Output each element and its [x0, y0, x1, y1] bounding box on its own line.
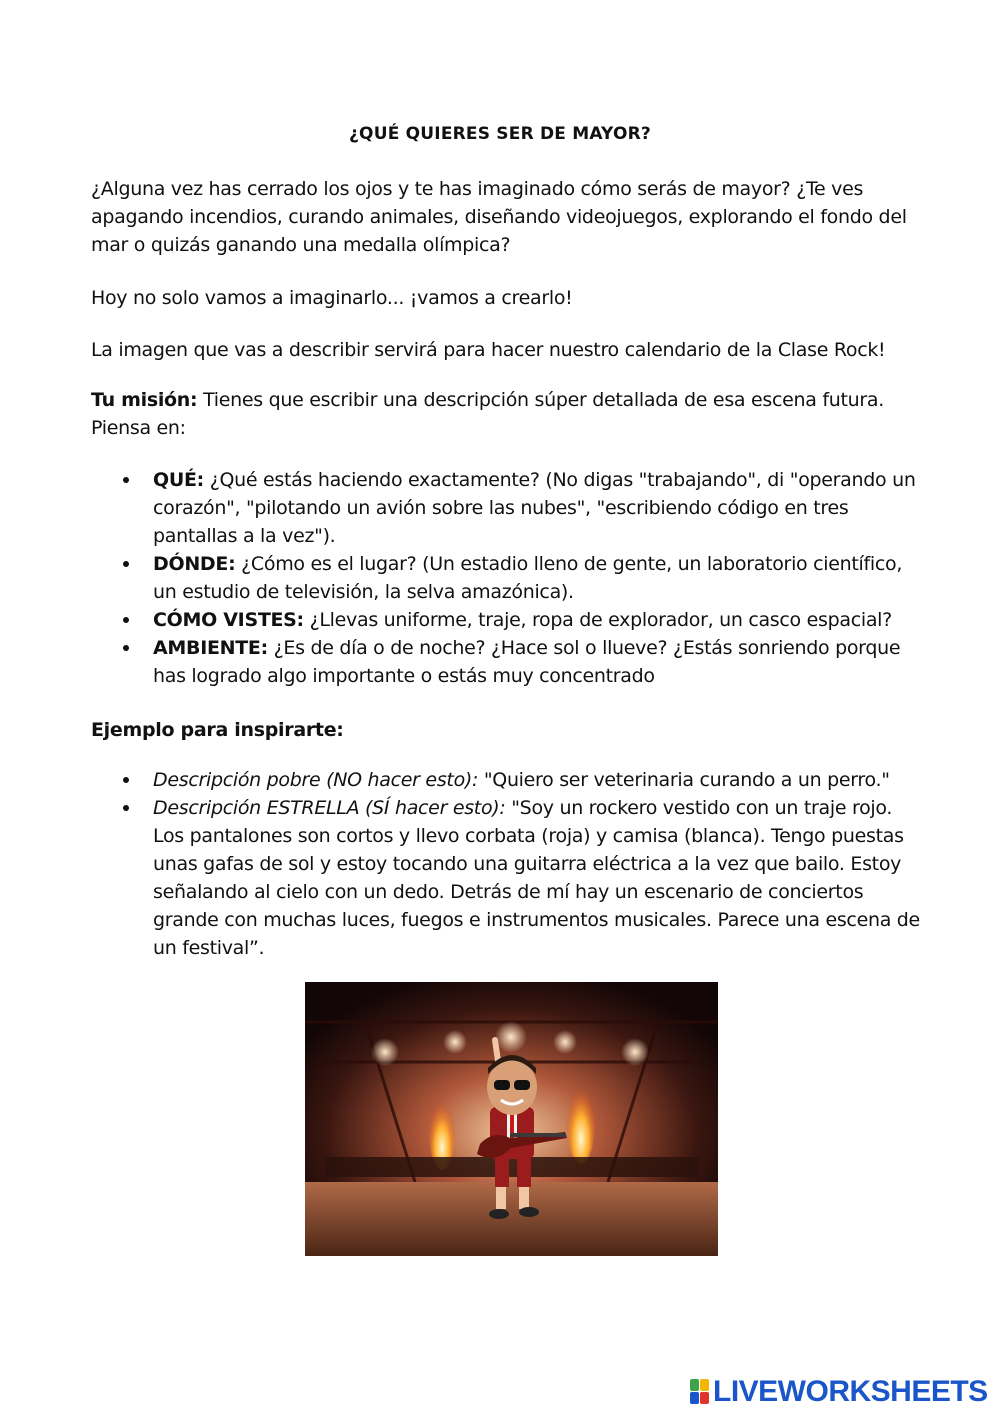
stage-floor — [305, 1182, 718, 1256]
item-text: ¿Cómo es el lugar? (Un estadio lleno de gente, un laboratorio científico, un estudio de televisión, la selva amazónica). — [153, 553, 903, 603]
example-item-estrella — [91, 794, 921, 962]
item-text: ¿Es de día o de noche? ¿Hace sol o llueve? ¿Estás sonriendo porque has logrado algo importante o estás muy concentrado — [153, 637, 901, 687]
list-item-donde — [91, 550, 921, 606]
mision-text: Tienes que escribir una descripción súper detallada de esa escena futura. Piensa en: — [91, 389, 884, 439]
example-label: Descripción ESTRELLA (SÍ hacer esto): — [153, 797, 506, 819]
item-label: DÓNDE: — [153, 553, 236, 575]
ejemplo-heading — [91, 716, 921, 744]
item-label: AMBIENTE: — [153, 637, 268, 659]
stage-equipment — [325, 1157, 698, 1177]
liveworksheets-logo-icon — [690, 1379, 710, 1405]
intro-paragraph: ¿Alguna vez has cerrado los ojos y te has imaginado cómo serás de mayor? ¿Te ves apagando incendios, curando animales, diseñando videojuegos, explorando el fondo del mar o quizás ganando una medalla olímpica? — [91, 178, 907, 256]
example-text: "Quiero ser veterinaria curando a un perro." — [478, 769, 890, 791]
ejemplo-list — [91, 766, 921, 962]
page-title: ¿QUÉ QUIERES SER DE MAYOR? — [349, 124, 651, 144]
item-text: ¿Llevas uniforme, traje, ropa de explorador, un casco espacial? — [303, 609, 892, 631]
ejemplo-heading-text: Ejemplo para inspirarte: — [91, 719, 344, 741]
rock-concert-photo — [305, 982, 718, 1256]
item-label: QUÉ: — [153, 469, 204, 491]
mision-paragraph — [91, 386, 921, 442]
list-item-que — [91, 466, 921, 550]
item-text: ¿Qué estás haciendo exactamente? (No digas "trabajando", di "operando un corazón", "pilotando un avión sobre las nubes", "escribiendo código en tres pantallas a la vez"). — [153, 469, 916, 547]
concert-illustration — [305, 982, 718, 1256]
item-label: CÓMO VISTES: — [153, 609, 304, 631]
imagen-paragraph: La imagen que vas a describir servirá para hacer nuestro calendario de la Clase Rock! — [91, 339, 886, 361]
list-item-como-vistes — [91, 606, 921, 634]
example-label: Descripción pobre (NO hacer esto): — [153, 769, 479, 791]
mision-label: Tu misión: — [91, 389, 198, 411]
hoy-paragraph: Hoy no solo vamos a imaginarlo... ¡vamos a crearlo! — [91, 287, 573, 309]
liveworksheets-logo — [690, 1377, 988, 1407]
liveworksheets-logo-text: LIVEWORKSHEETS — [713, 1375, 988, 1408]
mision-list — [91, 466, 921, 690]
list-item-ambiente — [91, 634, 921, 690]
example-item-pobre — [91, 766, 921, 794]
example-text: "Soy un rockero vestido con un traje rojo. Los pantalones son cortos y llevo corbata (roja) y camisa (blanca). Tengo puestas unas gafas de sol y estoy tocando una guitarra eléctrica a la vez que bailo. Estoy señalando al cielo con un dedo. Detrás de mí hay un escenario de conciertos grande con muchas luces, fuegos e instrumentos musicales. Parece una escena de un festival”. — [153, 797, 920, 959]
